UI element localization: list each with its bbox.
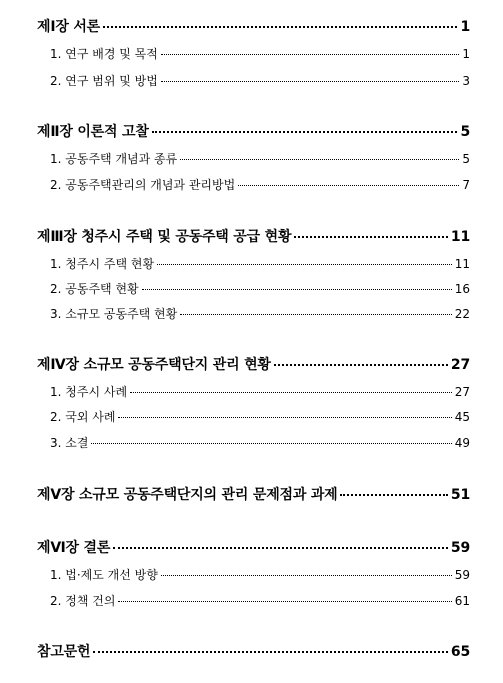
toc-section-3-3[interactable] [50,305,470,322]
chapter-title: 제Ⅳ장 소규모 공동주택단지 관리 현황 [37,357,271,373]
dot-leader [294,236,448,238]
section-title: 2. 정책 건의 [50,594,116,608]
toc-chapter-5[interactable] [37,484,470,504]
chapter-title: 제Ⅰ장 서론 [37,19,100,35]
page-number: 1 [462,47,470,61]
toc-section-4-1[interactable] [50,383,470,400]
chapter-title: 제Ⅵ장 결론 [37,540,111,556]
chapter-title: 제Ⅲ장 청주시 주택 및 공동주택 공급 현황 [37,229,292,245]
page-number: 51 [450,487,470,503]
toc-chapter-4[interactable] [37,354,470,374]
page-number: 65 [450,644,470,660]
dot-leader [161,575,452,576]
toc-section-4-2[interactable] [50,408,470,425]
toc-chapter-3[interactable] [37,226,470,246]
section-title: 2. 연구 범위 및 방법 [50,74,158,88]
page-number: 22 [454,307,470,321]
page-number: 11 [454,257,470,271]
page-number: 11 [450,229,470,245]
dot-leader [118,417,451,418]
section-title: 2. 공동주택 현황 [50,282,139,296]
dot-leader [142,289,452,290]
section-title: 2. 공동주택관리의 개념과 관리방법 [50,178,236,192]
page-number: 49 [454,436,470,450]
page-number: 61 [454,594,470,608]
page-number: 27 [454,385,470,399]
section-title: 1. 청주시 주택 현황 [50,257,155,271]
page-number: 1 [460,19,470,35]
page-number: 7 [462,178,470,192]
section-title: 3. 소규모 공동주택 현황 [50,307,178,321]
page-number: 59 [454,568,470,582]
toc-section-2-2[interactable] [50,176,470,193]
page-number: 27 [450,357,470,373]
dot-leader [274,364,448,366]
toc-chapter-1[interactable] [37,16,470,36]
dot-leader [93,651,448,653]
toc-section-3-1[interactable] [50,255,470,272]
dot-leader [152,131,458,133]
section-title: 3. 소결 [50,436,89,450]
toc-section-6-1[interactable] [50,566,470,583]
dot-leader [180,159,459,160]
toc-section-1-2[interactable] [50,72,470,89]
dot-leader [157,264,452,265]
page-number: 5 [462,152,470,166]
dot-leader [161,81,460,82]
dot-leader [340,494,447,496]
dot-leader [103,26,457,28]
chapter-title: 제Ⅱ장 이론적 고찰 [37,124,149,140]
references-title: 참고문헌 [37,644,91,660]
section-title: 1. 연구 배경 및 목적 [50,47,158,61]
dot-leader [113,547,448,549]
dot-leader [180,314,451,315]
dot-leader [91,443,451,444]
page-number: 3 [462,74,470,88]
section-title: 1. 공동주택 개념과 종류 [50,152,178,166]
dot-leader [161,54,460,55]
page-number: 16 [454,282,470,296]
dot-leader [130,392,452,393]
toc-chapter-2[interactable] [37,121,470,141]
toc-section-1-1[interactable] [50,45,470,62]
section-title: 1. 법·제도 개선 방향 [50,568,158,582]
dot-leader [238,185,459,186]
page-number: 59 [450,540,470,556]
toc-section-2-1[interactable] [50,150,470,167]
page-number: 5 [460,124,470,140]
toc-references[interactable] [37,641,470,661]
chapter-title: 제Ⅴ장 소규모 공동주택단지의 관리 문제점과 과제 [37,487,338,503]
section-title: 1. 청주시 사례 [50,385,128,399]
toc-section-4-3[interactable] [50,434,470,451]
dot-leader [118,601,451,602]
toc-chapter-6[interactable] [37,537,470,557]
toc-section-3-2[interactable] [50,280,470,297]
toc-section-6-2[interactable] [50,592,470,609]
section-title: 2. 국외 사례 [50,410,116,424]
page-number: 45 [454,410,470,424]
